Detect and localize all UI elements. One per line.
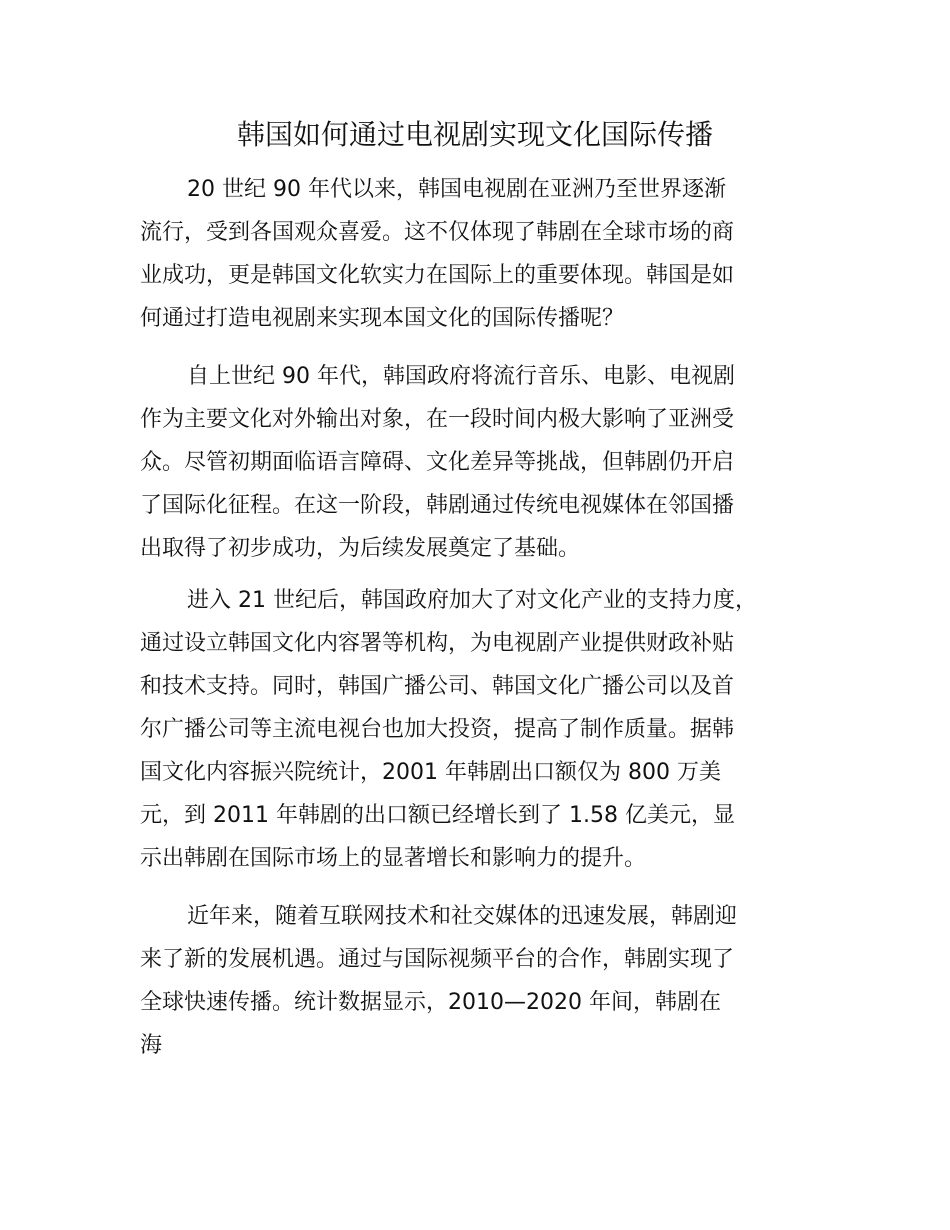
- text-line: 和技术支持。同时，韩国广播公司、韩国文化广播公司以及首: [140, 674, 735, 699]
- text-line: 国文化内容振兴院统计，2001 年韩剧出口额仅为 800 万美: [140, 760, 721, 785]
- paragraph: [140, 579, 830, 880]
- text-line: 何通过打造电视剧来实现本国文化的国际传播呢？: [140, 306, 625, 331]
- text-line: 示出韩剧在国际市场上的显著增长和影响力的提升。: [140, 846, 647, 871]
- text-line: 了国际化征程。在这一阶段，韩剧通过传统电视媒体在邻国播: [140, 493, 735, 518]
- text-line: 众。尽管初期面临语言障碍、文化差异等挑战，但韩剧仍开启: [140, 450, 735, 475]
- text-line: 20 世纪 90 年代以来，韩国电视剧在亚洲乃至世界逐渐: [187, 177, 726, 202]
- text-line: 进入 21 世纪后，韩国政府加大了对文化产业的支持力度，: [187, 588, 757, 613]
- text-line: 尔广播公司等主流电视台也加大投资，提高了制作质量。据韩: [140, 717, 735, 742]
- paragraph: [140, 168, 830, 340]
- text-line: 作为主要文化对外输出对象，在一段时间内极大影响了亚洲受: [140, 407, 735, 432]
- text-line: 自上世纪 90 年代，韩国政府将流行音乐、电影、电视剧: [187, 364, 735, 389]
- text-line: 流行，受到各国观众喜爱。这不仅体现了韩剧在全球市场的商: [140, 220, 735, 245]
- paragraph: [140, 895, 830, 1067]
- text-line: 元，到 2011 年韩剧的出口额已经增长到了 1.58 亿美元，显: [140, 803, 735, 828]
- document-title: 韩国如何通过电视剧实现文化国际传播: [236, 118, 713, 151]
- text-line: 通过设立韩国文化内容署等机构，为电视剧产业提供财政补贴: [140, 631, 735, 656]
- text-line: 出取得了初步成功，为后续发展奠定了基础。: [140, 536, 581, 561]
- text-line: 海: [140, 1033, 163, 1058]
- text-line: 来了新的发展机遇。通过与国际视频平台的合作，韩剧实现了: [140, 947, 735, 972]
- text-line: 全球快速传播。统计数据显示，2010—2020 年间，韩剧在: [140, 990, 721, 1015]
- text-line: 近年来，随着互联网技术和社交媒体的迅速发展，韩剧迎: [187, 904, 738, 929]
- text-line: 业成功，更是韩国文化软实力在国际上的重要体现。韩国是如: [140, 263, 735, 288]
- paragraph: [140, 355, 830, 570]
